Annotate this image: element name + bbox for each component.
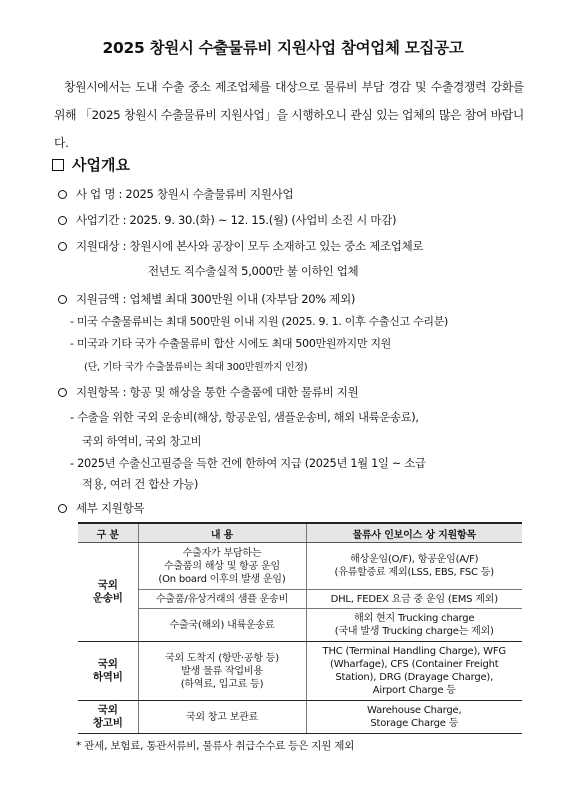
row-invoice-items: 해외 현지 Trucking charge (국내 발생 Trucking charge는 제외)	[306, 609, 522, 642]
item-target-cont: 전년도 직수출실적 5,000만 불 이하인 업체	[148, 264, 359, 278]
item-period: 사업기간 : 2025. 9. 30.(화) ~ 12. 15.(월) (사업비 소진 시 마감)	[58, 212, 396, 228]
item-scope: 지원항목 : 항공 및 해상을 통한 수출품에 대한 물류비 지원	[58, 384, 358, 400]
scope-sub-transport: - 수출을 위한 국외 운송비(해상, 항공운임, 샘플운송비, 해외 내륙운송료),	[70, 411, 419, 424]
amount-sub-combined: - 미국과 기타 국가 수출물류비 합산 시에도 최대 500만원까지만 지원	[70, 337, 392, 350]
row-content: 수출국(해외) 내륙운송료	[138, 609, 306, 642]
circle-bullet-icon	[58, 216, 67, 225]
table-row	[78, 543, 522, 590]
checkbox-icon	[52, 159, 64, 171]
amount-sub-us: - 미국 수출물류비는 최대 500만원 이내 지원 (2025. 9. 1. 이후 수출신고 수리분)	[70, 315, 449, 328]
scope-sub-transport-cont: 국외 하역비, 국외 창고비	[82, 435, 202, 448]
table-row	[78, 590, 522, 609]
header-invoice-items: 물류사 인보이스 상 지원항목	[306, 523, 522, 543]
scope-sub-period-cont: 적용, 여러 건 합산 가능)	[82, 478, 199, 491]
support-items-table	[78, 522, 522, 734]
table-header-row	[78, 523, 522, 543]
circle-bullet-icon	[58, 295, 67, 304]
circle-bullet-icon	[58, 504, 67, 513]
category-overseas-handling: 국외 하역비	[78, 642, 138, 701]
section-title	[52, 154, 130, 175]
intro-paragraph: 창원시에서는 도내 수출 중소 제조업체를 대상으로 물류비 부담 경감 및 수출경쟁력 강화를 위해 「2025 창원시 수출물류비 지원사업」을 시행하오니 관심 있는 업체의 많은 참여 바랍니다.	[54, 80, 524, 150]
circle-bullet-icon	[58, 388, 67, 397]
table-row	[78, 701, 522, 734]
row-content: 수출자가 부담하는 수출품의 해상 및 항공 운임 (On board 이후의 발생 운임)	[138, 543, 306, 590]
row-invoice-items: 해상운임(O/F), 항공운임(A/F) (유류할증료 제외(LSS, EBS, FSC 등)	[306, 543, 522, 590]
page-title: 2025 창원시 수출물류비 지원사업 참여업체 모집공고	[102, 39, 464, 57]
amount-sub-note: (단, 기타 국가 수출물류비는 최대 300만원까지 인정)	[84, 362, 308, 373]
header-content: 내 용	[138, 523, 306, 543]
circle-bullet-icon	[58, 242, 67, 251]
item-name: 사 업 명 : 2025 창원시 수출물류비 지원사업	[58, 186, 293, 202]
row-invoice-items: Warehouse Charge, Storage Charge 등	[306, 701, 522, 734]
row-content: 국외 도착지 (항만·공항 등) 발생 물류 작업비용 (하역료, 입고료 등)	[138, 642, 306, 701]
table-row	[78, 609, 522, 642]
header-category: 구 분	[78, 523, 138, 543]
row-content: 국외 창고 보관료	[138, 701, 306, 734]
scope-sub-period: - 2025년 수출신고필증을 득한 건에 한하여 지급 (2025년 1월 1일 ~ 소급	[70, 457, 426, 470]
item-target: 지원대상 : 창원시에 본사와 공장이 모두 소재하고 있는 중소 제조업체로	[58, 238, 423, 254]
circle-bullet-icon	[58, 190, 67, 199]
table-row	[78, 642, 522, 701]
row-invoice-items: DHL, FEDEX 요금 중 운임 (EMS 제외)	[306, 590, 522, 609]
section-label: 사업개요	[72, 156, 130, 174]
item-amount: 지원금액 : 업체별 최대 300만원 이내 (자부담 20% 제외)	[58, 291, 355, 307]
row-invoice-items: THC (Terminal Handling Charge), WFG (Wharfage), CFS (Container Freight Station), DRG (Drayage Charge), Airport Charge 등	[306, 642, 522, 701]
category-overseas-transport: 국외 운송비	[78, 543, 138, 642]
footnote: * 관세, 보험료, 통관서류비, 물류사 취급수수료 등은 지원 제외	[76, 740, 355, 752]
category-overseas-warehouse: 국외 창고비	[78, 701, 138, 734]
row-content: 수출품/유상거래의 샘플 운송비	[138, 590, 306, 609]
item-detail: 세부 지원항목	[58, 500, 144, 516]
